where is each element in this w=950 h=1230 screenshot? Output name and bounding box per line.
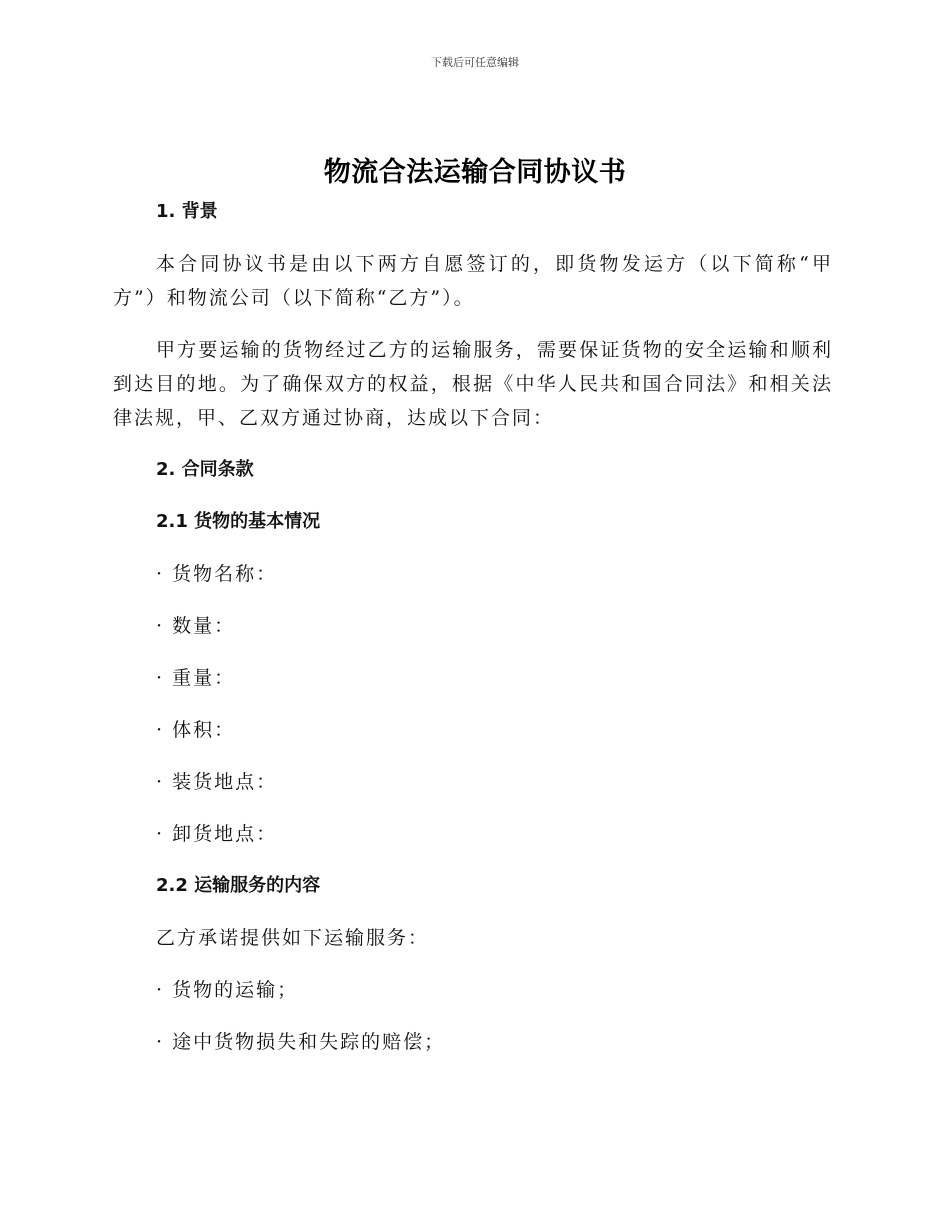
document-body [113,195,833,1059]
section-2-2-heading: 2.2 运输服务的内容 [156,875,321,896]
page-header-note: 下载后可任意编辑 [431,56,519,69]
list-item-transport: · 货物的运输； [156,979,299,1001]
section-2-heading: 2. 合同条款 [156,459,254,480]
list-item-volume: · 体积： [156,719,236,741]
list-item-weight: · 重量： [156,667,236,689]
list-item-unloading-place: · 卸货地点： [156,823,278,845]
list-item-loading-place: · 装货地点： [156,771,278,793]
section-2-2-intro: 乙方承诺提供如下运输服务： [156,927,430,949]
list-item-quantity: · 数量： [156,615,236,637]
section-1-paragraph-1: 本合同协议书是由以下两方自愿签订的，即货物发运方（以下简称“甲方”）和物流公司（以下简称“乙方”）。 [113,253,833,309]
section-2-1-heading: 2.1 货物的基本情况 [156,511,321,532]
list-item-compensation: · 途中货物损失和失踪的赔偿； [156,1031,446,1053]
document-title: 物流合法运输合同协议书 [323,157,627,188]
section-1-heading: 1. 背景 [156,201,218,222]
list-item-goods-name: · 货物名称： [156,563,278,585]
section-1-paragraph-2: 甲方要运输的货物经过乙方的运输服务，需要保证货物的安全运输和顺利到达目的地。为了确保双方的权益，根据《中华人民共和国合同法》和相关法律法规，甲、乙双方通过协商，达成以下合同： [113,339,833,429]
